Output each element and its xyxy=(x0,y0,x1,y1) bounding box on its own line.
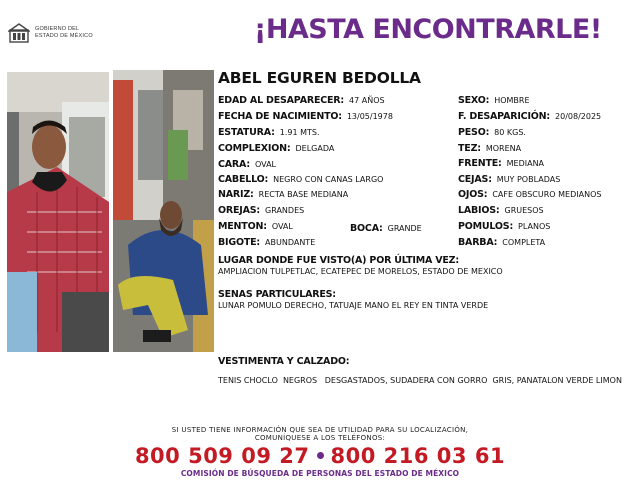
field-desaparicion xyxy=(458,111,601,122)
field-estatura-value: 1.91 MTS. xyxy=(279,128,320,137)
photo-seated-on-street xyxy=(113,70,214,352)
last-seen-value: AMPLIACION TULPETLAC, ECATEPEC DE MORELOS, ESTADO DE MEXICO xyxy=(218,267,503,276)
field-edad-value: 47 AÑOS xyxy=(349,96,385,105)
phone-2[interactable]: 800 216 03 61 xyxy=(330,444,506,468)
field-orejas xyxy=(218,205,304,216)
logo-text xyxy=(35,26,93,40)
last-seen-label: LUGAR DONDE FUE VISTO(A) POR ÚLTIMA VEZ: xyxy=(218,255,459,266)
field-cabello xyxy=(218,174,383,185)
field-cejas xyxy=(458,174,560,185)
field-peso xyxy=(458,127,526,138)
field-tez-label: TEZ: xyxy=(458,143,481,154)
field-orejas-label: OREJAS: xyxy=(218,205,261,216)
logo-line-2: ESTADO DE MÉXICO xyxy=(35,33,93,39)
field-frente xyxy=(458,158,544,169)
photo-portrait-in-car xyxy=(7,72,109,352)
field-tez xyxy=(458,143,521,154)
field-labios xyxy=(458,205,544,216)
field-barba xyxy=(458,237,545,248)
commission-name: COMISIÓN DE BÚSQUEDA DE PERSONAS DEL ESTADO DE MÉXICO xyxy=(180,469,460,478)
field-peso-label: PESO: xyxy=(458,127,490,138)
field-boca xyxy=(350,223,422,234)
field-cabello-label: CABELLO: xyxy=(218,174,269,185)
field-labios-value: GRUESOS xyxy=(504,206,544,215)
field-nariz-value: RECTA BASE MEDIANA xyxy=(258,190,349,199)
field-complexion-label: COMPLEXION: xyxy=(218,143,291,154)
field-sexo xyxy=(458,95,530,106)
field-frente-label: FRENTE: xyxy=(458,158,502,169)
field-bigote-value: ABUNDANTE xyxy=(265,238,316,247)
info-line-1: SI USTED TIENE INFORMACIÓN QUE SEA DE UTILIDAD PARA SU LOCALIZACIÓN, xyxy=(171,426,469,434)
field-pomulos-label: POMULOS: xyxy=(458,221,514,232)
field-estatura xyxy=(218,127,320,138)
field-peso-value: 80 KGS. xyxy=(494,128,526,137)
field-menton-label: MENTON: xyxy=(218,221,267,232)
field-frente-value: MEDIANA xyxy=(506,159,545,168)
field-menton-value: OVAL xyxy=(271,222,293,231)
field-labios-label: LABIOS: xyxy=(458,205,500,216)
field-barba-value: COMPLETA xyxy=(502,238,546,247)
field-menton xyxy=(218,221,293,232)
government-logo xyxy=(8,20,118,46)
field-cara-label: CARA: xyxy=(218,159,250,170)
field-barba-label: BARBA: xyxy=(458,237,498,248)
field-orejas-value: GRANDES xyxy=(265,206,305,215)
clothing-label: VESTIMENTA Y CALZADO: xyxy=(218,356,350,367)
field-ojos-value: CAFE OBSCURO MEDIANOS xyxy=(492,190,602,199)
field-pomulos xyxy=(458,221,550,232)
field-cara-value: OVAL xyxy=(254,160,277,169)
field-nacimiento-label: FECHA DE NACIMIENTO: xyxy=(218,111,342,122)
field-sexo-label: SEXO: xyxy=(458,95,490,106)
field-nacimiento-value: 13/05/1978 xyxy=(346,112,393,121)
field-cejas-label: CEJAS: xyxy=(458,174,492,185)
field-nacimiento xyxy=(218,111,393,122)
field-edad xyxy=(218,95,385,106)
field-cejas-value: MUY POBLADAS xyxy=(496,175,561,184)
field-boca-value: GRANDE xyxy=(387,224,422,233)
state-emblem-icon xyxy=(8,22,30,44)
field-desaparicion-label: F. DESAPARICIÓN: xyxy=(458,111,551,122)
field-edad-label: EDAD AL DESAPARECER: xyxy=(218,95,345,106)
field-sexo-value: HOMBRE xyxy=(494,96,530,105)
marks-label: SENAS PARTICULARES: xyxy=(218,289,336,300)
field-desaparicion-value: 20/08/2025 xyxy=(555,112,602,121)
field-nariz-label: NARIZ: xyxy=(218,189,254,200)
field-tez-value: MORENA xyxy=(485,144,522,153)
field-ojos xyxy=(458,189,601,200)
field-ojos-label: OJOS: xyxy=(458,189,488,200)
field-bigote-label: BIGOTE: xyxy=(218,237,261,248)
phone-1[interactable]: 800 509 09 27 xyxy=(134,444,310,468)
field-complexion-value: DELGADA xyxy=(295,144,335,153)
headline: ¡HASTA ENCONTRARLE! xyxy=(254,14,602,45)
field-estatura-label: ESTATURA: xyxy=(218,127,275,138)
field-nariz xyxy=(218,189,348,200)
info-line-2: COMUNÍQUESE A LOS TELÉFONOS: xyxy=(254,434,386,442)
clothing-value: TENIS CHOCLO NEGROS DESGASTADOS, SUDADERA CON GORRO GRIS, PANATALON VERDE LIMON xyxy=(218,376,622,385)
person-name: ABEL EGUREN BEDOLLA xyxy=(218,69,421,87)
field-pomulos-value: PLANOS xyxy=(518,222,551,231)
marks-value: LUNAR POMULO DERECHO, TATUAJE MANO EL REY EN TINTA VERDE xyxy=(218,301,489,310)
field-bigote xyxy=(218,237,315,248)
field-boca-label: BOCA: xyxy=(350,223,383,234)
field-cara xyxy=(218,159,276,170)
phone-numbers xyxy=(0,444,640,468)
logo-line-1: GOBIERNO DEL xyxy=(35,26,80,32)
field-complexion xyxy=(218,143,334,154)
bullet-dot-icon xyxy=(317,452,324,459)
field-cabello-value: NEGRO CON CANAS LARGO xyxy=(273,175,384,184)
